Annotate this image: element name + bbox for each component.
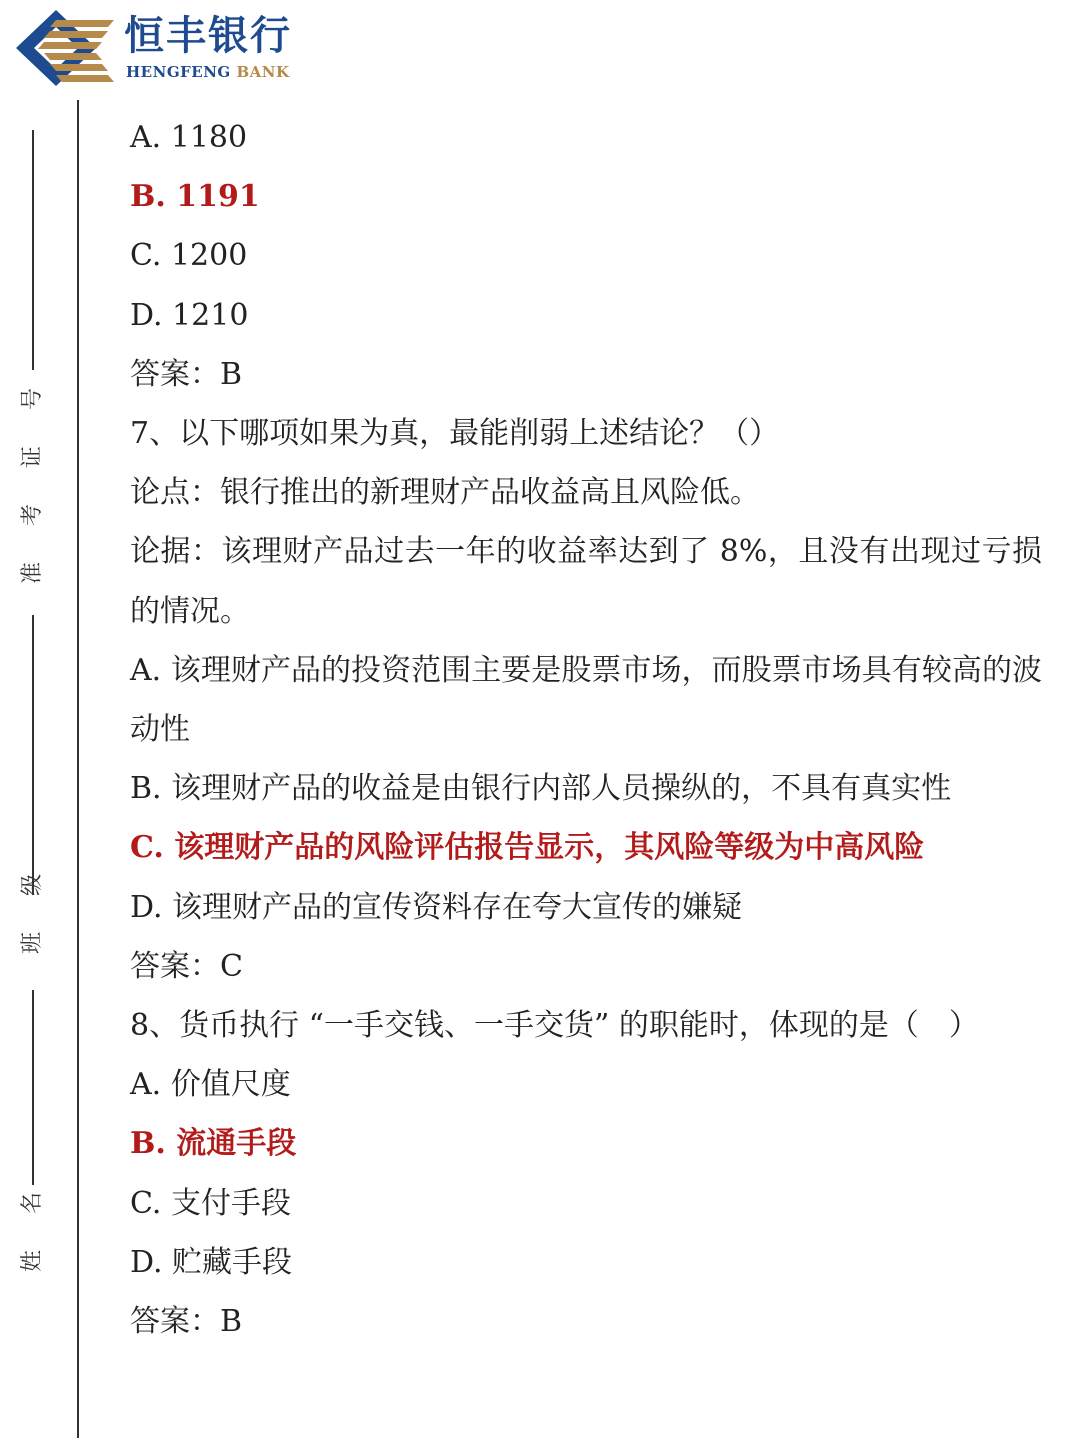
q8-option-c: C. 支付手段 xyxy=(130,1185,291,1221)
q7-option-b: B. 该理财产品的收益是由银行内部人员操纵的，不具有真实性 xyxy=(130,771,952,807)
exam-id-fill-line xyxy=(32,130,34,370)
q7-answer: 答案：C xyxy=(130,948,243,984)
name-label: 名 姓 xyxy=(19,1191,45,1273)
name-fill-line xyxy=(32,990,34,1185)
q7-option-a: A. 该理财产品的投资范围主要是股票市场，而股票市场具有较高的波动性 xyxy=(130,652,1042,748)
binding-margin-rule xyxy=(77,100,79,1438)
class-label: 级 班 xyxy=(19,873,45,955)
q6-answer: 答案：B xyxy=(130,356,243,392)
q7-option-c-correct: C. 该理财产品的风险评估报告显示，其风险等级为中高风险 xyxy=(130,830,925,866)
q6-option-a: A. 1180 xyxy=(130,120,248,155)
q8-answer: 答案：B xyxy=(130,1304,243,1340)
q7-claim: 论点：银行推出的新理财产品收益高且风险低。 xyxy=(130,475,760,511)
bank-logo xyxy=(12,8,312,88)
exam-id-label: 号 证 考 准 xyxy=(19,387,45,585)
q6-option-c: C. 1200 xyxy=(130,238,248,274)
q6-option-b-correct: B. 1191 xyxy=(130,179,260,215)
q7-evidence: 论据：该理财产品过去一年的收益率达到了 8%，且没有出现过亏损的情况。 xyxy=(130,534,1042,629)
bank-name-en-bank: BANK xyxy=(236,63,290,81)
bank-name-en xyxy=(126,62,290,82)
q7-option-d: D. 该理财产品的宣传资料存在夸大宣传的嫌疑 xyxy=(130,889,743,925)
class-fill-line xyxy=(32,615,34,895)
q8-stem: 8、货币执行 “一手交钱、一手交货” 的职能时，体现的是（ ） xyxy=(130,1008,979,1044)
q8-option-a: A. 价值尺度 xyxy=(130,1067,291,1103)
question-content xyxy=(130,108,1042,1351)
bank-name-cn: 恒丰银行 xyxy=(124,13,292,59)
bank-logo-mark-icon xyxy=(12,8,122,88)
q8-option-d: D. 贮藏手段 xyxy=(130,1244,293,1280)
q7-stem: 7、以下哪项如果为真，最能削弱上述结论？（） xyxy=(130,416,780,452)
q8-option-b-correct: B. 流通手段 xyxy=(130,1126,297,1162)
q6-option-d: D. 1210 xyxy=(130,297,249,333)
bank-name-en-main: HENGFENG xyxy=(126,63,231,81)
